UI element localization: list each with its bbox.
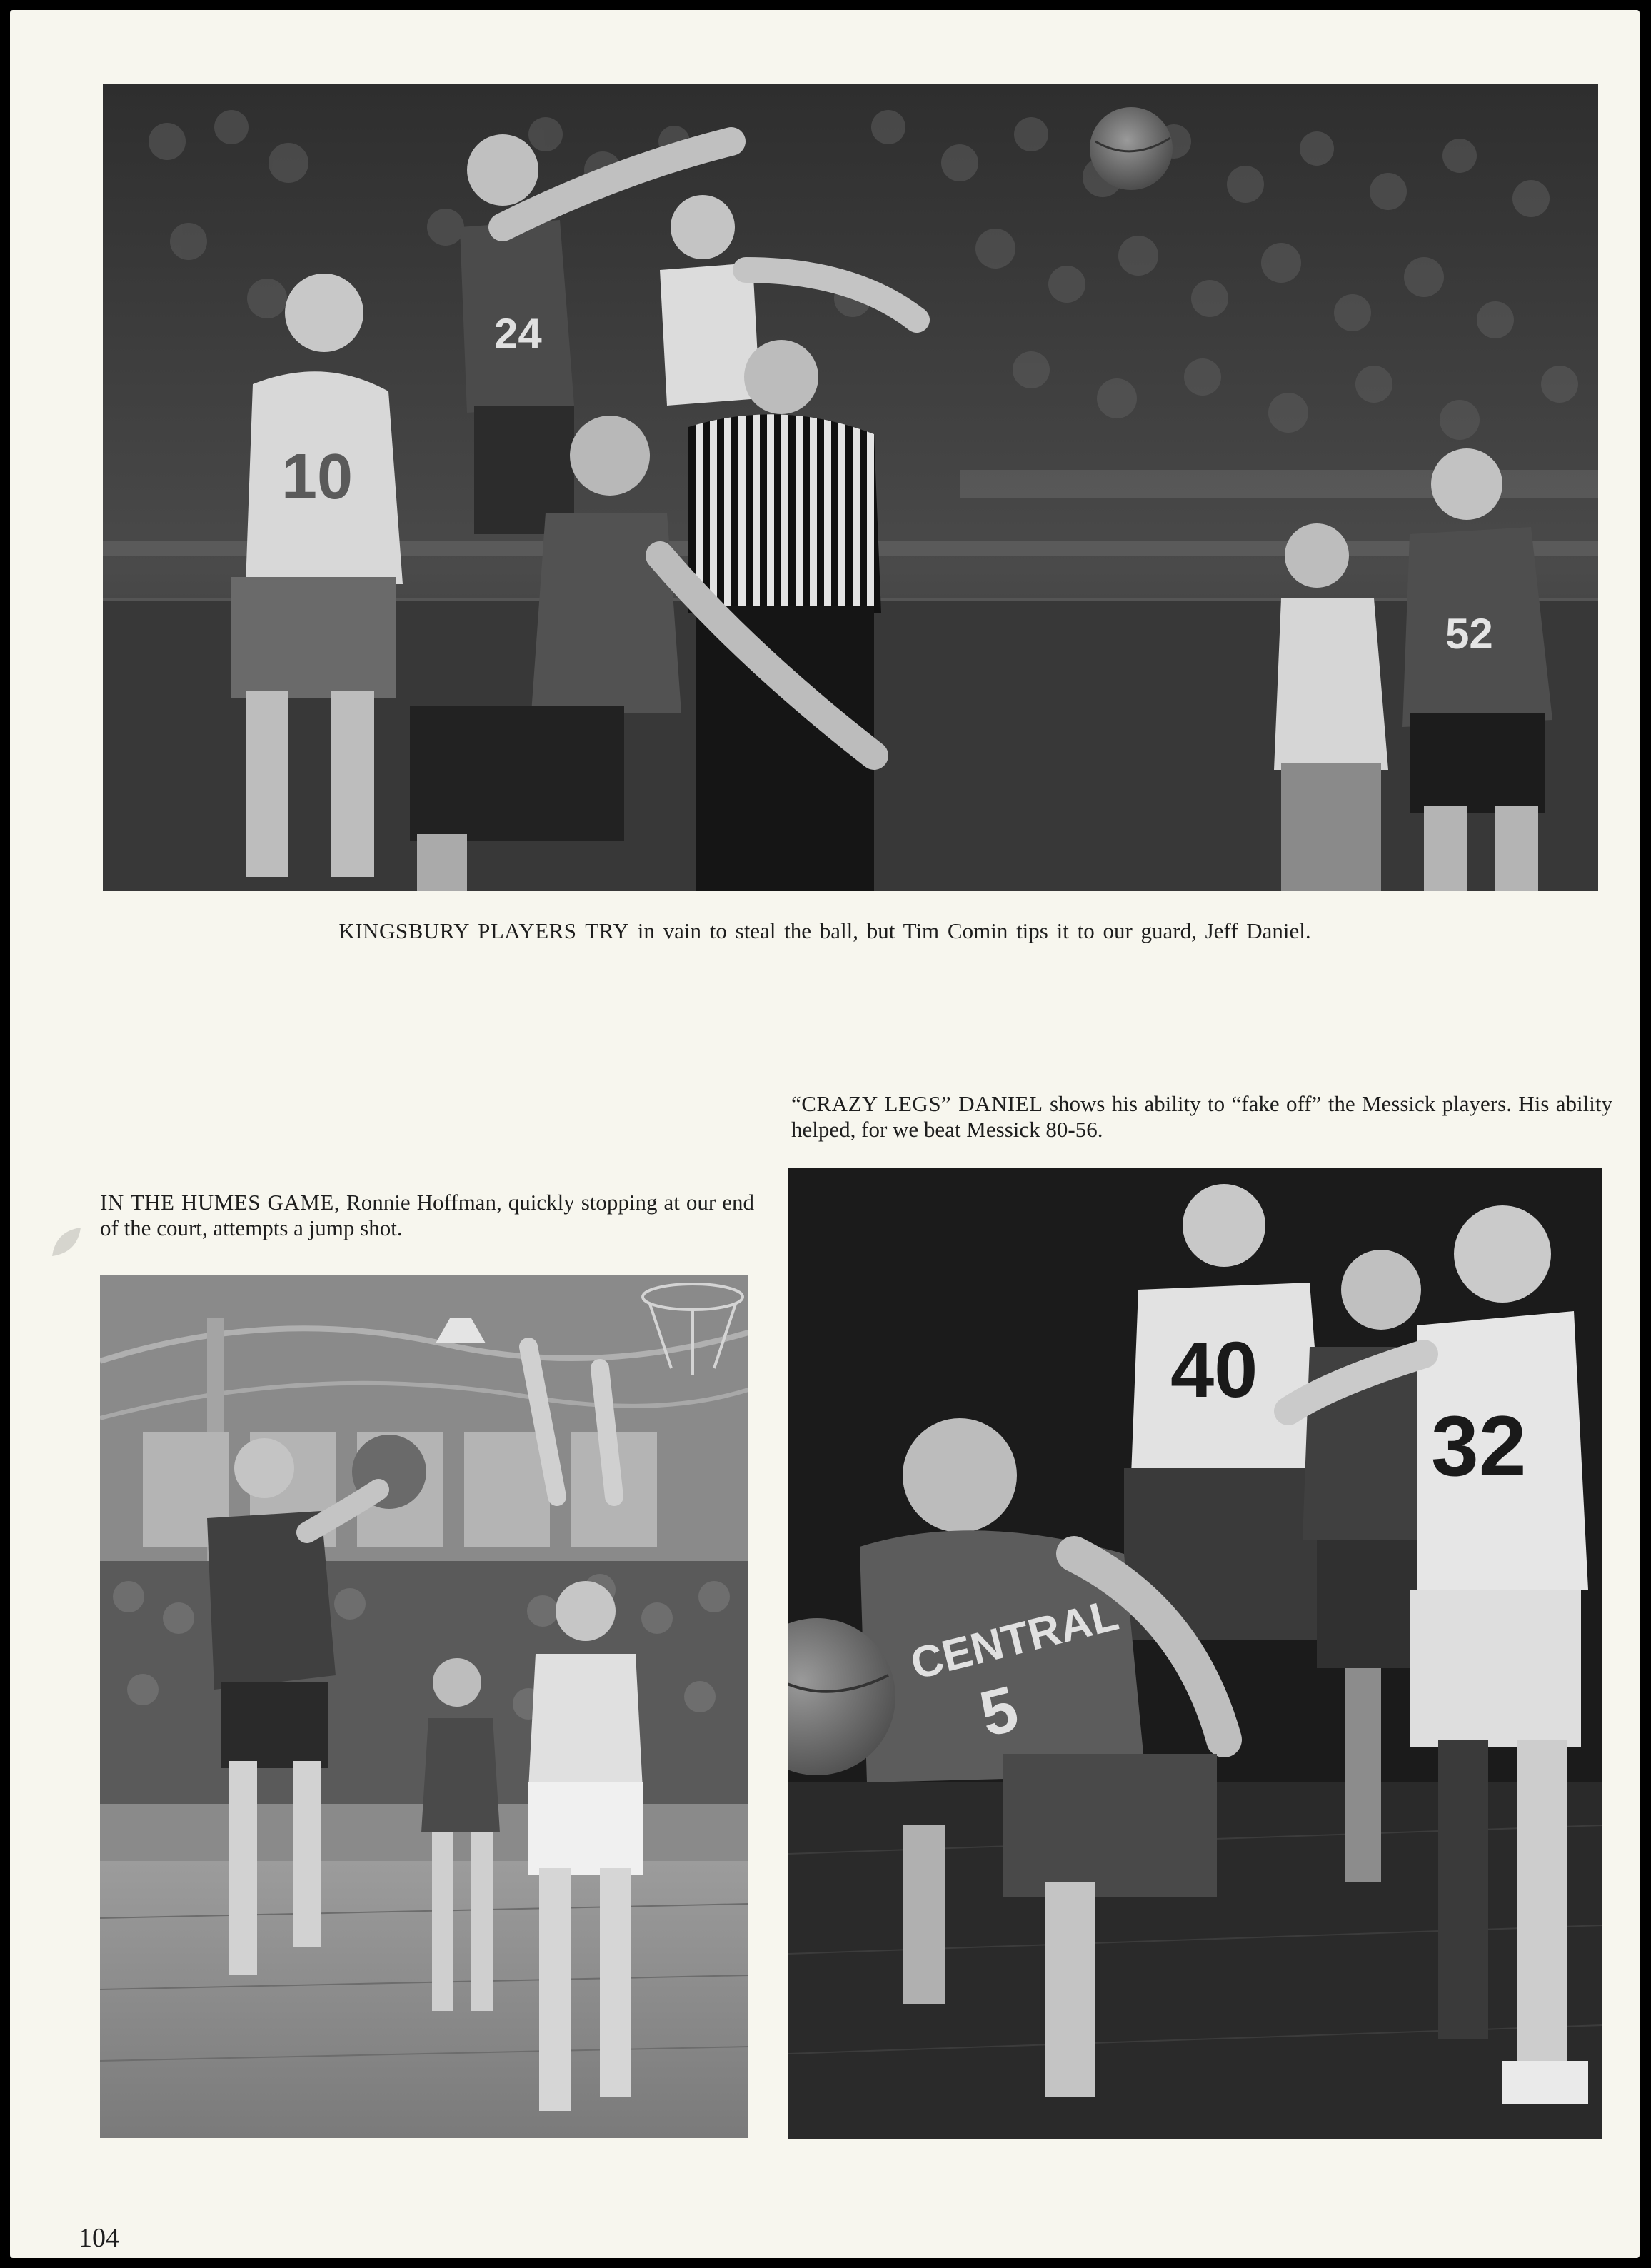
caption-humes-game-body: Ronnie Hoffman, quickly stopping at our end of the court, attempts a jump shot. xyxy=(100,1190,755,1240)
caption-kingsbury xyxy=(10,918,1640,944)
caption-humes-game xyxy=(100,1190,754,1241)
caption-crazy-legs xyxy=(791,1091,1612,1143)
jersey-central: CENTRAL xyxy=(905,1590,1123,1690)
jersey-52: 52 xyxy=(1445,610,1493,658)
caption-kingsbury-lead: KINGSBURY PLAYERS TRY xyxy=(338,918,630,943)
photo-humes-game-drawing xyxy=(100,1275,748,2138)
page-number: 104 xyxy=(79,2223,119,2253)
caption-humes-game-lead: IN THE HUMES GAME, xyxy=(100,1190,341,1215)
jersey-40: 40 xyxy=(1170,1326,1258,1414)
photo-kingsbury-game-drawing xyxy=(103,84,1598,891)
leaf-watermark-icon xyxy=(49,1224,84,1260)
photo-humes-game xyxy=(100,1275,748,2138)
jersey-24: 24 xyxy=(494,310,542,358)
caption-crazy-legs-lead: “CRAZY LEGS” DANIEL xyxy=(791,1091,1043,1116)
caption-crazy-legs-body: shows his ability to “fake off” the Messick players. His ability helped, for we beat Messick 80-56. xyxy=(791,1091,1612,1142)
jersey-32: 32 xyxy=(1431,1398,1527,1494)
photo-kingsbury-game xyxy=(103,84,1598,891)
photo-messick-game-drawing xyxy=(788,1168,1602,2139)
photo-messick-game xyxy=(788,1168,1602,2139)
caption-kingsbury-body: in vain to steal the ball, but Tim Comin tips it to our guard, Jeff Daniel. xyxy=(629,918,1311,943)
jersey-10: 10 xyxy=(281,441,353,513)
jersey-5: 5 xyxy=(973,1672,1025,1751)
page-paper xyxy=(10,10,1640,2258)
